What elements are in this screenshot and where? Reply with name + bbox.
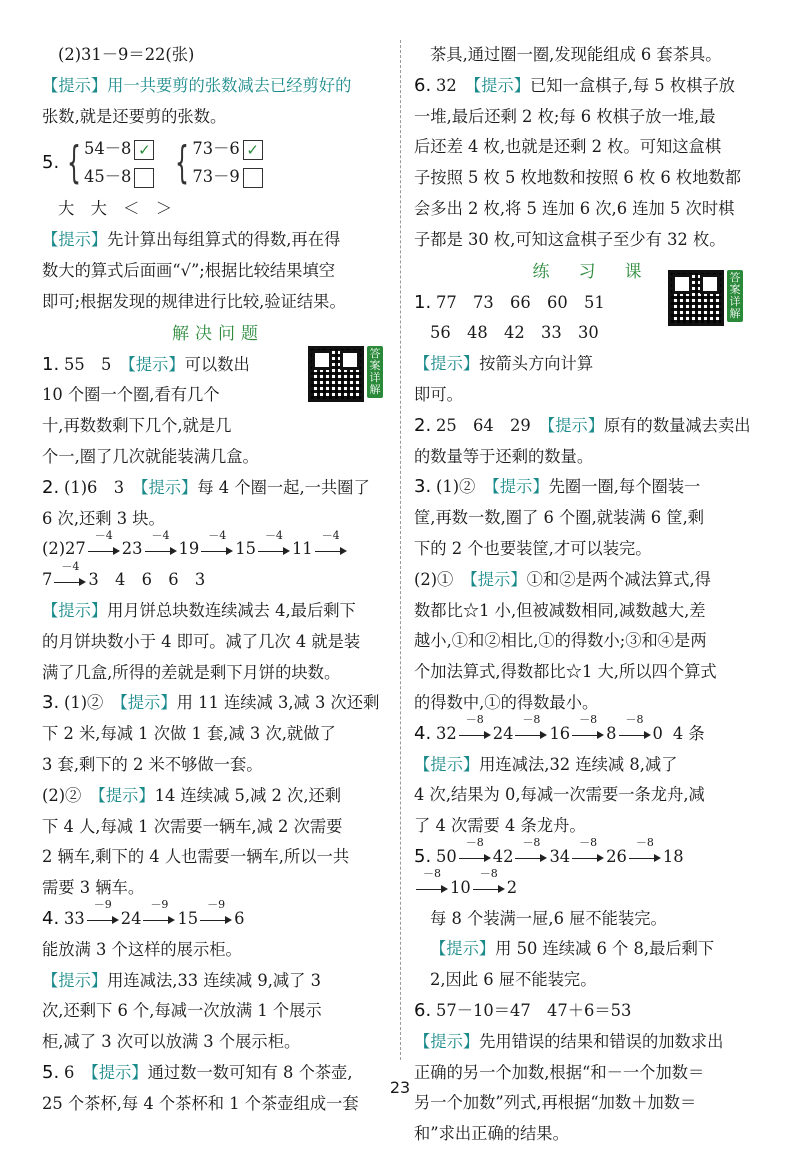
tip-label: 【提示】 bbox=[42, 75, 108, 95]
tip-text: 用连减法,33 连续减 9,减了 3 bbox=[107, 970, 321, 990]
tip-line bbox=[414, 1027, 766, 1058]
tip-line bbox=[42, 596, 394, 627]
compare-group-1 bbox=[84, 135, 154, 191]
tip-line bbox=[42, 225, 394, 256]
chain-value: 7 bbox=[42, 570, 53, 590]
tip-text: 个一,圈了几次就能装满几盒。 bbox=[42, 446, 259, 466]
answer-text: 57－10＝47 47＋6＝53 bbox=[436, 1000, 632, 1020]
tip-text: 茶具,通过圈一圈,发现能组成 6 套茶具。 bbox=[430, 45, 722, 64]
arrow-icon bbox=[619, 713, 651, 741]
tip-text: 子按照 5 枚 5 枚地数和按照 6 枚 6 枚地数都 bbox=[414, 168, 742, 188]
arrow-icon bbox=[459, 836, 491, 864]
tip-text: 用一共要剪的张数减去已经剪好的 bbox=[107, 75, 352, 95]
expression: 73－9 bbox=[192, 167, 240, 187]
arrow-label: －8 bbox=[579, 836, 598, 850]
question-number: 2. bbox=[42, 476, 60, 498]
tip-text: 越小,①和②相比,①的得数小;③和④是两 bbox=[414, 631, 707, 651]
answer-text: 25 64 29 bbox=[436, 415, 547, 435]
chain-value: 34 bbox=[549, 846, 571, 866]
q3-line bbox=[42, 842, 394, 873]
tip-text: 10 个圈一个圈,看有几个 bbox=[42, 385, 220, 405]
tip-label: 【提示】 bbox=[127, 354, 185, 374]
tip-label: 【提示】 bbox=[414, 1031, 480, 1051]
arrow-icon bbox=[416, 867, 448, 895]
tip-text: 十,再数数剩下几个,就是几 bbox=[42, 416, 232, 436]
tip-text: 满了几盒,所得的差就是剩下月饼的块数。 bbox=[42, 662, 341, 682]
chain-value: 19 bbox=[178, 539, 200, 559]
q6-line bbox=[414, 225, 766, 256]
answer-text: (1)② bbox=[436, 477, 492, 497]
arrow-label: －4 bbox=[151, 528, 170, 542]
tip-text: 原有的数量减去卖出 bbox=[603, 415, 751, 435]
tip-text: 按箭头方向计算 bbox=[479, 354, 594, 374]
arrow-label: －8 bbox=[479, 867, 498, 881]
q6-line bbox=[414, 102, 766, 133]
question-number: 2. bbox=[414, 414, 432, 436]
arrow-label: －4 bbox=[264, 528, 283, 542]
p5-line bbox=[414, 904, 766, 935]
tip-label: 【提示】 bbox=[414, 754, 480, 774]
answer-text: 56 48 42 33 30 bbox=[430, 323, 599, 343]
arrow-label: －8 bbox=[465, 713, 484, 727]
arrow-icon bbox=[143, 898, 175, 926]
qr-label: 答案详解 bbox=[727, 270, 743, 322]
tip-label: 【提示】 bbox=[414, 354, 480, 374]
q6-line bbox=[414, 194, 766, 225]
arrow-label: －4 bbox=[61, 559, 80, 573]
expression: 73－6 bbox=[192, 139, 240, 159]
p4-chain bbox=[414, 713, 766, 750]
tip-text: 下的 2 个也要装筐,才可以装完。 bbox=[414, 538, 652, 558]
tip-text: 的得数中,①的得数最小。 bbox=[414, 692, 599, 712]
question-number: 3. bbox=[414, 476, 432, 498]
answer-line bbox=[42, 194, 394, 225]
qr-code[interactable] bbox=[308, 346, 383, 402]
tip-text: 先计算出每组算式的得数,再在得 bbox=[107, 230, 341, 250]
answer-text: (1)6 3 bbox=[64, 477, 141, 497]
p2-line bbox=[414, 442, 766, 473]
arrow-icon bbox=[572, 713, 604, 741]
p3-line bbox=[414, 596, 766, 627]
tip-text: 筐,再数一数,圈了 6 个圈,就装满 6 筐,剩 bbox=[414, 508, 705, 528]
tip-text: 已知一盒棋子,每 5 枚棋子放 bbox=[529, 75, 735, 95]
p3-line bbox=[414, 565, 766, 596]
arrow-icon bbox=[315, 528, 347, 557]
tip-line bbox=[42, 1027, 394, 1058]
tip-text: 另一个加数”列式,再根据“加数＋加数＝ bbox=[414, 1093, 697, 1113]
arrow-icon bbox=[54, 559, 86, 588]
tip-line bbox=[414, 750, 766, 781]
checkbox-checked: ✓ bbox=[243, 140, 263, 160]
tip-label: 【提示】 bbox=[491, 477, 549, 497]
tip-text: 用 11 连续减 3,减 3 次还剩 bbox=[176, 693, 380, 713]
answer-text: 大 大 ＜ ＞ bbox=[58, 199, 172, 219]
qr-code-icon bbox=[668, 270, 724, 326]
chain-value: 10 bbox=[450, 877, 471, 897]
arrow-icon bbox=[629, 836, 661, 864]
tip-line bbox=[414, 1119, 766, 1150]
brace-icon: { bbox=[175, 137, 190, 189]
tip-text: 即可;根据发现的规律进行比较,验证结果。 bbox=[42, 291, 346, 311]
p3-line bbox=[414, 626, 766, 657]
tip-line bbox=[42, 627, 394, 658]
q3-line bbox=[42, 781, 394, 812]
answer-text: 每 8 个装满一屉,6 屉不能装完。 bbox=[430, 908, 667, 928]
answer-text: (2)② bbox=[42, 785, 98, 805]
tip-label: 【提示】 bbox=[97, 785, 155, 805]
tip-text: 先用错误的结果和错误的加数求出 bbox=[479, 1031, 724, 1051]
chain-value: 2 bbox=[506, 877, 518, 897]
p3-line bbox=[414, 472, 766, 503]
tip-text: 用月饼总块数连续减去 4,最后剩下 bbox=[107, 600, 356, 620]
chain-value: 15 bbox=[177, 908, 199, 928]
tip-label: 【提示】 bbox=[473, 75, 530, 95]
column-divider bbox=[400, 40, 401, 1060]
q3-line bbox=[42, 750, 394, 781]
tip-text: 即可。 bbox=[414, 384, 463, 404]
tip-line bbox=[42, 966, 394, 997]
chain-value: 0 bbox=[652, 723, 663, 743]
q3-line bbox=[42, 812, 394, 843]
arrow-icon bbox=[258, 528, 290, 557]
arrow-label: －8 bbox=[522, 713, 541, 727]
tip-line bbox=[414, 965, 766, 996]
tip-text: 后还差 4 枚,也就是还剩 2 枚。可知这盒棋 bbox=[414, 137, 722, 157]
arrow-label: －9 bbox=[150, 898, 169, 912]
tip-text: 个加法算式,得数都比☆1 大,所以四个算式 bbox=[414, 662, 717, 682]
qr-label: 答案详解 bbox=[367, 346, 383, 398]
question-number: 6. bbox=[414, 999, 432, 1021]
checkbox-empty bbox=[134, 168, 154, 188]
tip-text: ①和②是两个减法算式,得 bbox=[526, 569, 711, 589]
arrow-label: －9 bbox=[207, 898, 226, 912]
arrow-label: －8 bbox=[625, 713, 644, 727]
tip-line bbox=[42, 658, 394, 689]
tip-text: 的月饼块数小于 4 即可。减了几次 4 就是装 bbox=[42, 631, 361, 651]
tip-label: 【提示】 bbox=[42, 970, 108, 990]
tip-label: 【提示】 bbox=[119, 693, 177, 713]
question-number: 6. bbox=[414, 74, 432, 96]
p5-chain bbox=[414, 836, 766, 873]
q1-line bbox=[42, 442, 394, 473]
arrow-icon bbox=[145, 528, 177, 557]
answer-text: 3 4 6 6 3 bbox=[88, 570, 206, 590]
arrow-label: －8 bbox=[423, 867, 441, 881]
p3-line bbox=[414, 503, 766, 534]
q4-line bbox=[42, 935, 394, 966]
arrow-icon bbox=[515, 836, 547, 864]
arrow-icon bbox=[200, 898, 232, 926]
question-number: 1. bbox=[42, 353, 60, 375]
answer-text: (2)31－9＝22(张) bbox=[58, 45, 195, 64]
tip-text: 需要 3 辆车。 bbox=[42, 878, 145, 898]
tip-line bbox=[414, 780, 766, 811]
tip-text: 用 50 连续减 6 个 8,最后剩下 bbox=[495, 939, 715, 959]
q3-line bbox=[42, 719, 394, 750]
arrow-icon bbox=[201, 528, 233, 557]
p3-line bbox=[414, 657, 766, 688]
q3-line bbox=[42, 688, 394, 719]
q6-line bbox=[414, 163, 766, 194]
q2-chain-2 bbox=[42, 559, 394, 596]
right-column bbox=[414, 40, 766, 1150]
tip-text: 可以数出 bbox=[184, 354, 250, 374]
chain-value: 15 bbox=[235, 539, 256, 559]
tip-text: 的数量等于还剩的数量。 bbox=[414, 446, 594, 466]
p3-line bbox=[414, 534, 766, 565]
question-number: 5. bbox=[414, 845, 432, 867]
tip-line bbox=[42, 102, 394, 133]
chain-value: 18 bbox=[662, 846, 684, 866]
question-number: 5. bbox=[42, 1061, 60, 1083]
tip-label: 【提示】 bbox=[547, 415, 604, 435]
p1-line bbox=[414, 380, 766, 411]
arrow-icon bbox=[459, 713, 491, 741]
chain-value: 26 bbox=[606, 846, 627, 866]
tip-text: 数都比☆1 小,但被减数相同,减数越大,差 bbox=[414, 600, 706, 620]
p2-line bbox=[414, 411, 766, 442]
question-number: 5. bbox=[42, 151, 60, 173]
tip-line bbox=[414, 934, 766, 965]
tip-label: 【提示】 bbox=[42, 230, 108, 250]
answer-text: 55 5 bbox=[64, 354, 128, 374]
tip-text: 通过数一数可知有 8 个茶壶, bbox=[147, 1062, 353, 1082]
tip-text: 先圈一圈,每个圈装一 bbox=[548, 477, 701, 497]
answer-text: (2)① bbox=[414, 569, 470, 589]
arrow-icon bbox=[473, 867, 505, 895]
q1-line bbox=[42, 411, 394, 442]
qr-code[interactable] bbox=[668, 270, 743, 326]
brace-icon: { bbox=[67, 137, 81, 189]
tip-text: 了 4 次需要 4 条龙舟。 bbox=[414, 816, 586, 836]
left-column bbox=[42, 40, 394, 1120]
chain-value: 42 bbox=[492, 846, 514, 866]
arrow-label: －4 bbox=[321, 528, 340, 542]
chain-value: 23 bbox=[121, 539, 143, 559]
tip-text: 张数,就是还要剪的张数。 bbox=[42, 106, 227, 126]
arrow-icon bbox=[572, 836, 604, 864]
arrow-label: －4 bbox=[208, 528, 227, 542]
arrow-icon bbox=[87, 898, 119, 926]
tip-text: 14 连续减 5,减 2 次,还剩 bbox=[154, 785, 342, 805]
answer-text: 6 bbox=[64, 1062, 91, 1082]
answer-text: (1)② bbox=[64, 693, 120, 713]
p6-line bbox=[414, 996, 766, 1027]
chain-value: 6 bbox=[234, 908, 245, 928]
expression: 45－8 bbox=[84, 167, 132, 187]
tip-line bbox=[42, 71, 394, 102]
tip-text: 下 4 人,每减 1 次需要一辆车,减 2 次需要 bbox=[42, 816, 343, 836]
tip-label: 【提示】 bbox=[42, 600, 108, 620]
tip-text: 正确的另一个加数,根据“和－一个加数＝ bbox=[414, 1062, 705, 1082]
tip-text: 4 次,结果为 0,每减一次需要一条龙舟,减 bbox=[414, 785, 705, 805]
arrow-label: －8 bbox=[635, 836, 654, 850]
tip-text: 下 2 米,每减 1 次做 1 套,减 3 次,就做了 bbox=[42, 724, 336, 744]
tip-text: 6 次,还剩 3 块。 bbox=[42, 508, 165, 528]
chain-start: 50 bbox=[436, 846, 457, 866]
tip-text: 子都是 30 枚,可知这盒棋子至少有 32 枚。 bbox=[414, 229, 726, 249]
section-title: 练 习 课 bbox=[532, 261, 648, 282]
answer-line bbox=[414, 40, 766, 71]
answer-line bbox=[42, 40, 394, 71]
arrow-icon bbox=[515, 713, 547, 741]
tip-text: 2,因此 6 屉不能装完。 bbox=[430, 970, 597, 990]
tip-label: 【提示】 bbox=[469, 569, 527, 589]
tip-text: 3 套,剩下的 2 米不够做一套。 bbox=[42, 754, 263, 774]
tip-text: 每 4 个圈一起,一共圈了 bbox=[197, 477, 370, 497]
answer-text: 能放满 3 个这样的展示柜。 bbox=[42, 939, 242, 959]
question-5-compare bbox=[42, 132, 394, 194]
chain-value: 4 条 bbox=[672, 723, 705, 743]
answer-text: 77 73 66 60 51 bbox=[436, 292, 605, 312]
q4-chain bbox=[42, 898, 394, 935]
chain-value: 8 bbox=[606, 723, 617, 743]
tip-text: 会多出 2 枚,将 5 连加 6 次,6 连加 5 次时棋 bbox=[414, 198, 735, 218]
chain-start: 33 bbox=[64, 908, 85, 928]
chain-value: 24 bbox=[120, 908, 142, 928]
tip-label: 【提示】 bbox=[140, 477, 198, 497]
chain-value: 11 bbox=[291, 539, 313, 559]
q6-line bbox=[414, 71, 766, 102]
chain-value: 16 bbox=[549, 723, 571, 743]
arrow-label: －9 bbox=[93, 898, 112, 912]
tip-text: 柜,减了 3 次可以放满 3 个展示柜。 bbox=[42, 1032, 301, 1052]
tip-label: 【提示】 bbox=[90, 1062, 148, 1082]
q2-line bbox=[42, 473, 394, 504]
arrow-label: －8 bbox=[522, 836, 541, 850]
arrow-label: －4 bbox=[94, 528, 113, 542]
arrow-label: －8 bbox=[465, 836, 484, 850]
chain-value: 24 bbox=[492, 723, 514, 743]
answer-text: 32 bbox=[436, 75, 473, 95]
question-number: 4. bbox=[42, 907, 60, 929]
section-title: 解决问题 bbox=[172, 323, 264, 344]
tip-text: 一堆,最后还剩 2 枚;每 6 枚棋子放一堆,最 bbox=[414, 106, 716, 126]
question-number: 1. bbox=[414, 291, 432, 313]
arrow-label: －8 bbox=[579, 713, 598, 727]
q6-line bbox=[414, 132, 766, 163]
tip-text: 次,还剩下 6 个,每减一次放满 1 个展示 bbox=[42, 1001, 322, 1021]
tip-line bbox=[42, 256, 394, 287]
chain-start: 32 bbox=[436, 723, 457, 743]
chain-start: (2)27 bbox=[42, 539, 86, 559]
tip-text: 数大的算式后面画“√”;根据比较结果填空 bbox=[42, 260, 336, 280]
p1-line bbox=[414, 349, 766, 380]
tip-line bbox=[42, 287, 394, 318]
expression: 54－8 bbox=[84, 139, 132, 159]
checkbox-checked: ✓ bbox=[134, 140, 154, 160]
qr-code-icon bbox=[308, 346, 364, 402]
page-number: 23 bbox=[389, 1078, 411, 1097]
tip-text: 和”求出正确的结果。 bbox=[414, 1124, 569, 1144]
question-number: 4. bbox=[414, 722, 432, 744]
tip-text: 2 辆车,剩下的 4 人也需要一辆车,所以一共 bbox=[42, 847, 350, 867]
arrow-icon bbox=[88, 528, 120, 557]
tip-text: 25 个茶杯,每 4 个茶杯和 1 个茶壶组成一套 bbox=[42, 1093, 359, 1113]
tip-text: 用连减法,32 连续减 8,减了 bbox=[479, 754, 678, 774]
question-number: 3. bbox=[42, 692, 60, 714]
compare-group-2 bbox=[192, 135, 262, 191]
q2-chain bbox=[42, 528, 394, 565]
tip-label: 【提示】 bbox=[430, 939, 496, 959]
checkbox-empty bbox=[243, 168, 263, 188]
tip-line bbox=[42, 996, 394, 1027]
p5-chain-2 bbox=[414, 867, 766, 904]
